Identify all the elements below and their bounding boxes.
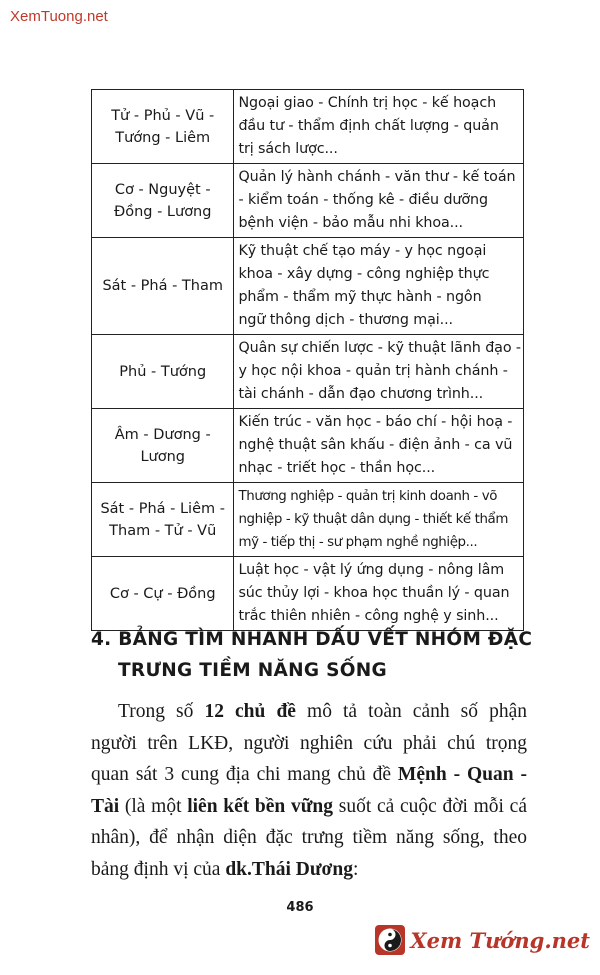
career-fields-line: nghệ thuật sân khấu - điện ảnh - ca vũ [238, 437, 513, 453]
career-fields-line: Kiến trúc - văn học - báo chí - hội hoạ - [238, 414, 513, 430]
career-fields-line: - kiểm toán - thống kê - điều dưỡng [238, 192, 488, 208]
career-fields-line: đầu tư - thẩm định chất lượng - quản [238, 118, 499, 134]
table-row [92, 557, 524, 631]
star-group-line: Phủ - Tướng [119, 363, 207, 380]
career-fields-cell [234, 164, 524, 238]
star-group-cell [92, 335, 234, 409]
career-fields-line: trắc thiên nhiên - công nghệ y sinh... [238, 608, 499, 624]
star-group-line: Tử - Phủ - Vũ - [111, 107, 215, 124]
body-paragraph [91, 696, 527, 886]
star-group-cell [92, 483, 234, 557]
career-fields-line: y học nội khoa - quản trị hành chánh - [238, 363, 508, 379]
star-group-line: Âm - Dương - Lương [114, 426, 211, 465]
paragraph-line: Tài (là một liên kết bền vững suốt cả cuộc đời mỗi cá [91, 795, 527, 817]
career-fields-line: bệnh viện - bảo mẫu nhi khoa... [238, 215, 463, 231]
career-fields-line: trị sách lược... [238, 141, 338, 157]
star-group-line: Tham - Tử - Vũ [109, 522, 217, 539]
watermark-xemtuong: XemTuong.net [10, 8, 108, 25]
career-fields-line: khoa - xây dựng - công nghiệp thực [238, 266, 490, 282]
paragraph-line: người trên LKĐ, người nghiên cứu phải chú trọng [91, 732, 527, 754]
career-fields-line: nghiệp - kỹ thuật dân dụng - thiết kế thẩm [238, 512, 509, 527]
career-fields-cell [234, 238, 524, 335]
logo-text: Xem Tướng.net [410, 927, 590, 953]
career-fields-cell [234, 483, 524, 557]
table-row [92, 409, 524, 483]
table-row [92, 90, 524, 164]
career-fields-cell [234, 90, 524, 164]
table-row [92, 164, 524, 238]
xemtuong-logo [375, 922, 590, 958]
career-fields-cell [234, 557, 524, 631]
career-fields-line: Luật học - vật lý ứng dụng - nông lâm [238, 562, 505, 578]
career-fields-line: ngữ thông dịch - thương mại... [238, 312, 453, 328]
career-fields-line: Ngoại giao - Chính trị học - kế hoạch [238, 95, 497, 111]
star-group-line: Tướng - Liêm [115, 129, 211, 146]
table-row [92, 335, 524, 409]
star-group-line: Cơ - Nguyệt - [114, 181, 211, 198]
career-fields-line: mỹ - tiếp thị - sư phạm nghề nghiệp... [238, 535, 478, 550]
star-group-line: Cơ - Cự - Đồng [109, 585, 216, 602]
paragraph-line: bảng định vị của dk.Thái Dương: [91, 858, 359, 880]
star-group-line: Sát - Phá - Tham [102, 278, 223, 294]
career-fields-line: tài chánh - dẫn đạo chương trình... [238, 386, 484, 402]
career-table [91, 89, 524, 631]
paragraph-line: nhân), để nhận diện đặc trưng tiềm năng sống, theo [91, 827, 527, 849]
section-heading [91, 624, 531, 686]
career-fields-line: Quản lý hành chánh - văn thư - kế toán [238, 169, 516, 185]
star-group-cell [92, 238, 234, 335]
career-fields-line: Thương nghiệp - quản trị kinh doanh - võ [238, 489, 498, 504]
table-row [92, 238, 524, 335]
star-group-cell [92, 557, 234, 631]
section-heading-line: 4. BẢNG TÌM NHANH DẤU VẾT NHÓM ĐẶC [91, 629, 533, 650]
yin-yang-icon [375, 925, 405, 955]
career-fields-line: Kỹ thuật chế tạo máy - y học ngoại [238, 243, 487, 259]
section-heading-line: TRƯNG TIỀM NĂNG SỐNG [118, 660, 388, 681]
star-group-cell [92, 164, 234, 238]
paragraph-line: Trong số 12 chủ đề mô tả toàn cảnh số phận [118, 701, 527, 722]
career-fields-line: phẩm - thẩm mỹ thực hành - ngôn [238, 289, 482, 305]
star-group-cell [92, 90, 234, 164]
career-fields-cell [234, 335, 524, 409]
paragraph-line: quan sát 3 cung địa chi mang chủ đề Mệnh - Quan - [91, 764, 527, 786]
star-group-line: Sát - Phá - Liêm - [100, 500, 225, 517]
table-row [92, 483, 524, 557]
career-fields-cell [234, 409, 524, 483]
career-fields-line: nhạc - triết học - thần học... [238, 460, 436, 476]
star-group-line: Đồng - Lương [113, 203, 212, 220]
career-fields-line: Quân sự chiến lược - kỹ thuật lãnh đạo - [238, 340, 521, 356]
star-group-cell [92, 409, 234, 483]
page-number: 486 [286, 900, 314, 915]
career-fields-line: súc thủy lợi - khoa học thuần lý - quan [238, 585, 510, 601]
